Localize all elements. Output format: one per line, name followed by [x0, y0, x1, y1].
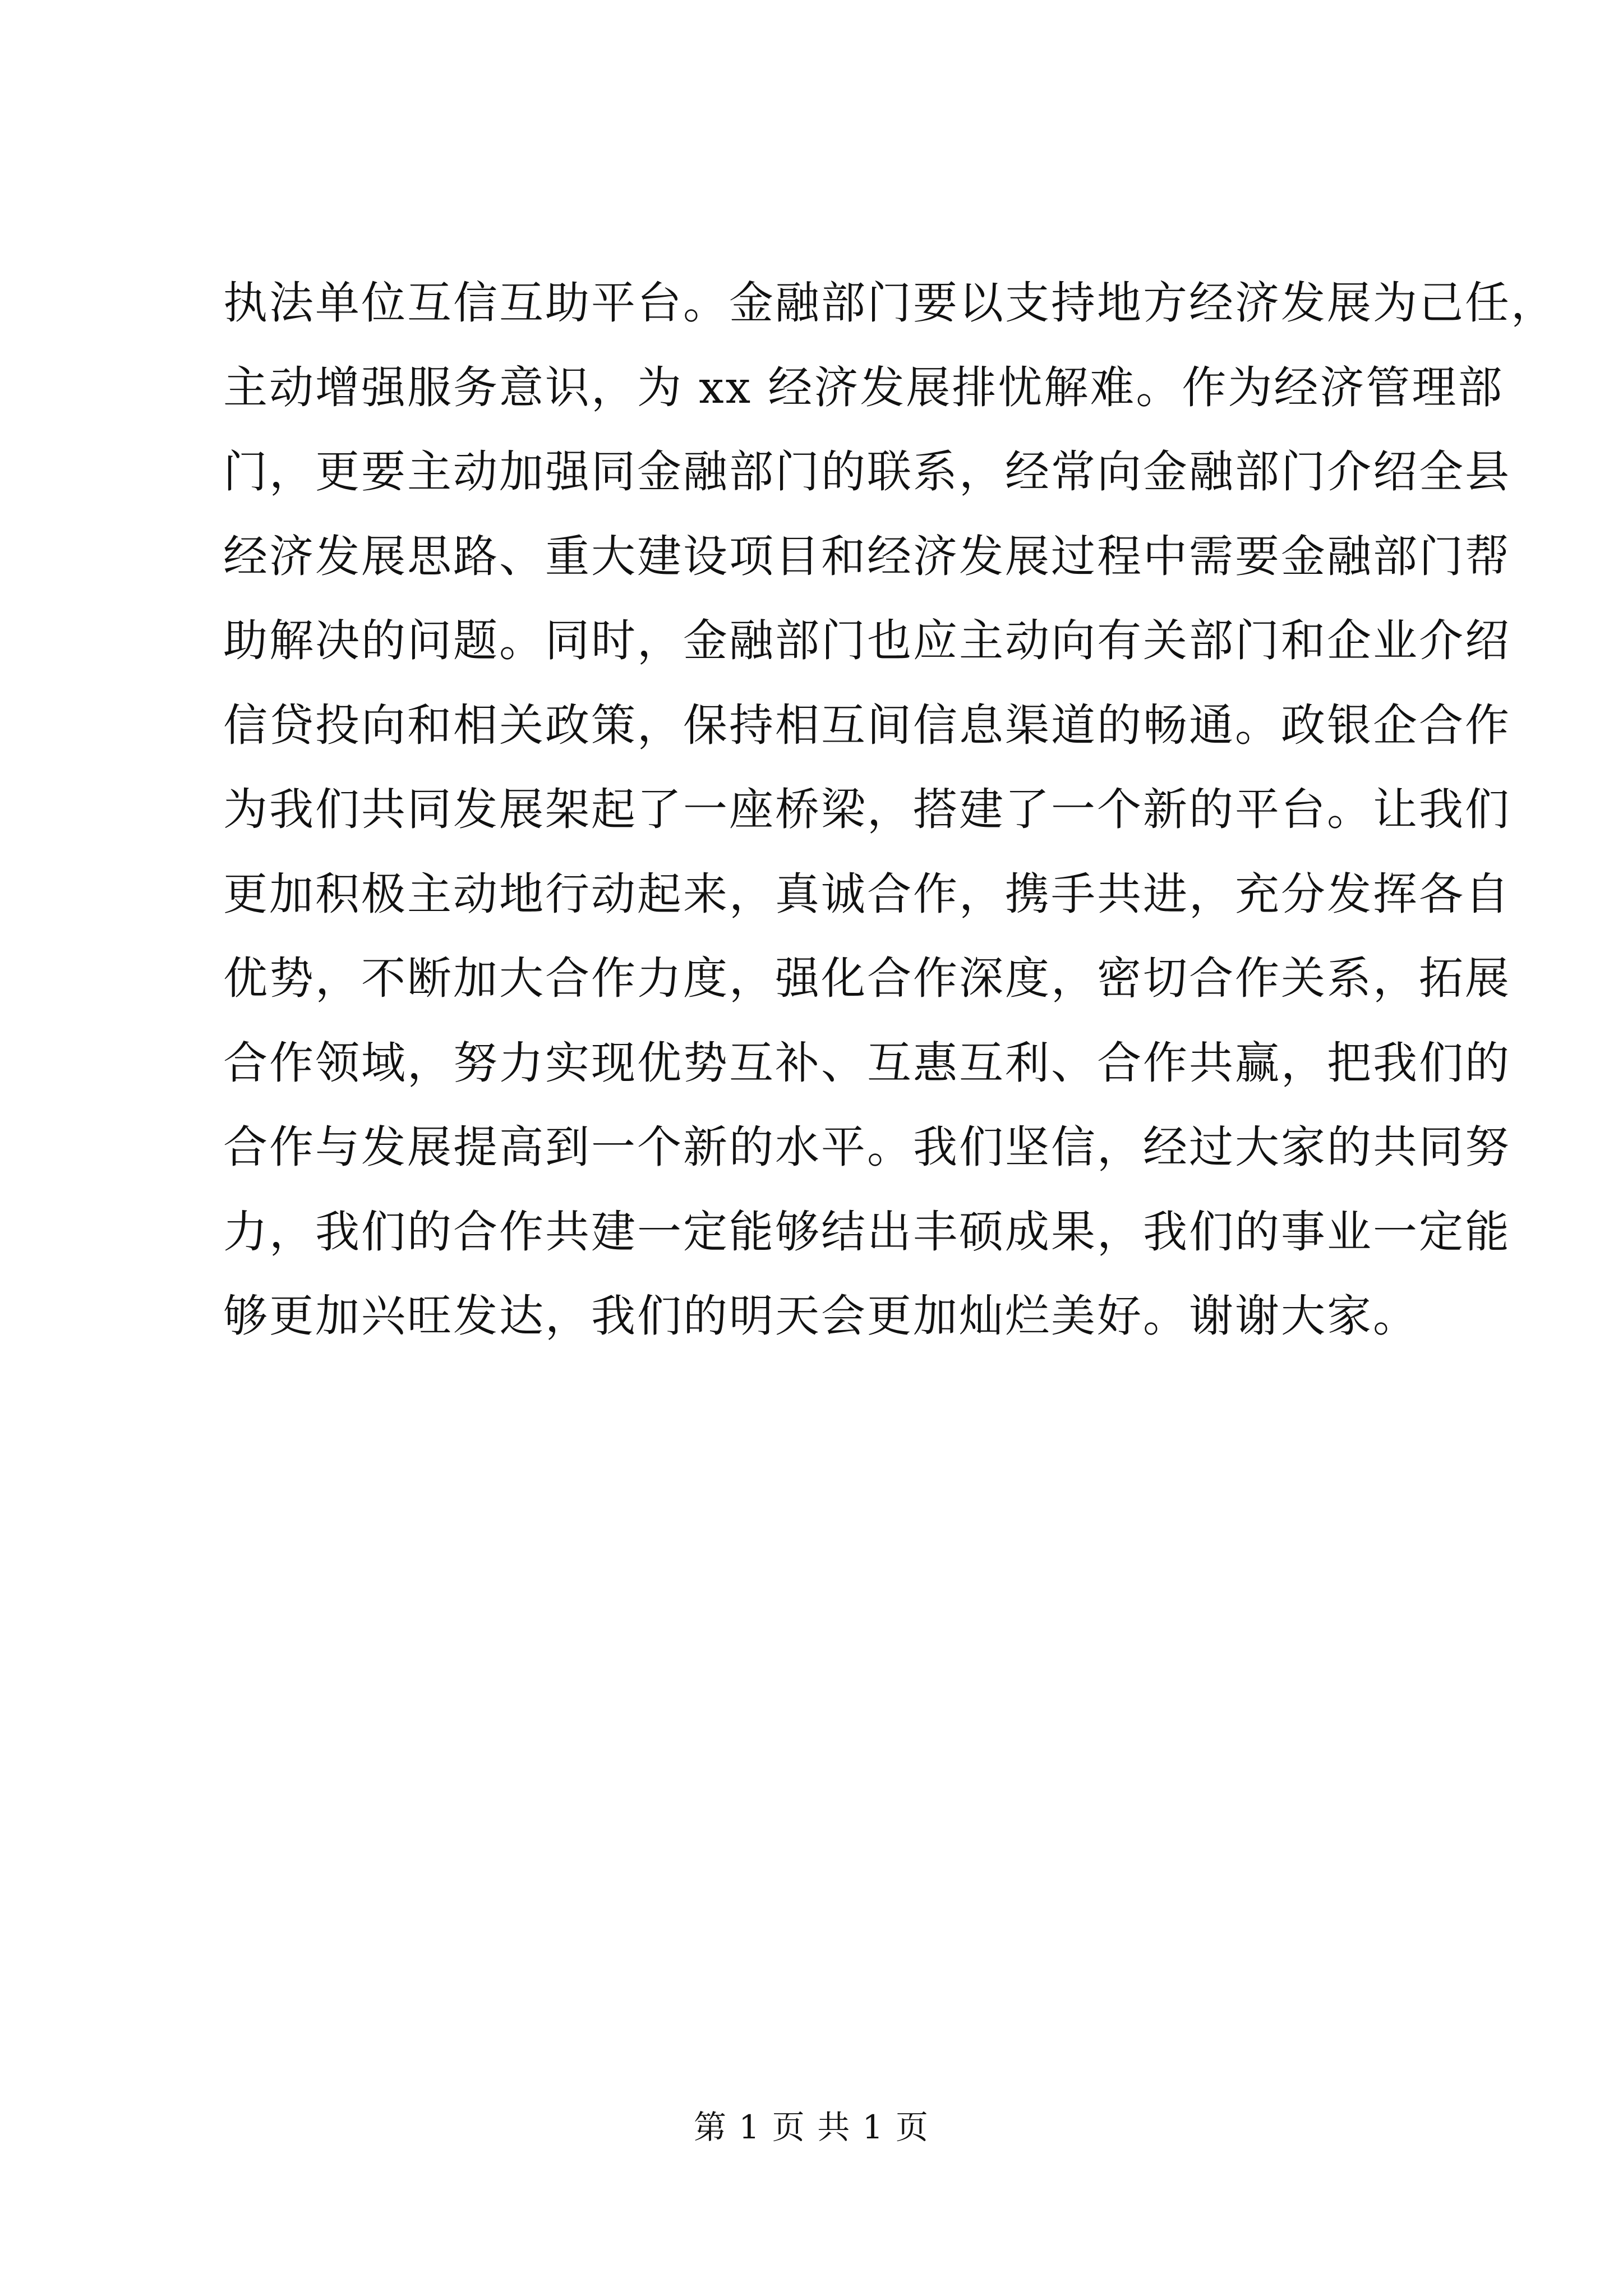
- text-line: 信贷投向和相关政策，保持相互间信息渠道的畅通。政银企合作: [223, 699, 1511, 751]
- text-line: 够更加兴旺发达，我们的明天会更加灿烂美好。谢谢大家。: [223, 1290, 1419, 1342]
- page-number-footer: 第 1 页 共 1 页: [694, 2108, 929, 2146]
- text-line: 优势，不断加大合作力度，强化合作深度，密切合作关系，拓展: [223, 953, 1511, 1004]
- text-line: 为我们共同发展架起了一座桥梁，搭建了一个新的平台。让我们: [223, 784, 1511, 835]
- text-line: 助解决的问题。同时，金融部门也应主动向有关部门和企业介绍: [223, 615, 1511, 666]
- body-paragraph: [223, 261, 1557, 1359]
- text-line: 执法单位互信互助平台。金融部门要以支持地方经济发展为己任，: [223, 277, 1557, 329]
- text-line: 力，我们的合作共建一定能够结出丰硕成果，我们的事业一定能: [223, 1205, 1511, 1258]
- text-line: 合作与发展提高到一个新的水平。我们坚信，经过大家的共同努: [223, 1121, 1511, 1173]
- text-line: 合作领域，努力实现优势互补、互惠互利、合作共赢，把我们的: [223, 1037, 1511, 1089]
- text-line: 主动增强服务意识，为 xx 经济发展排忧解难。作为经济管理部: [223, 361, 1504, 413]
- text-line: 更加积极主动地行动起来，真诚合作，携手共进，充分发挥各自: [223, 868, 1511, 920]
- text-line: 门，更要主动加强同金融部门的联系，经常向金融部门介绍全县: [223, 446, 1511, 498]
- text-line: 经济发展思路、重大建设项目和经济发展过程中需要金融部门帮: [223, 530, 1511, 582]
